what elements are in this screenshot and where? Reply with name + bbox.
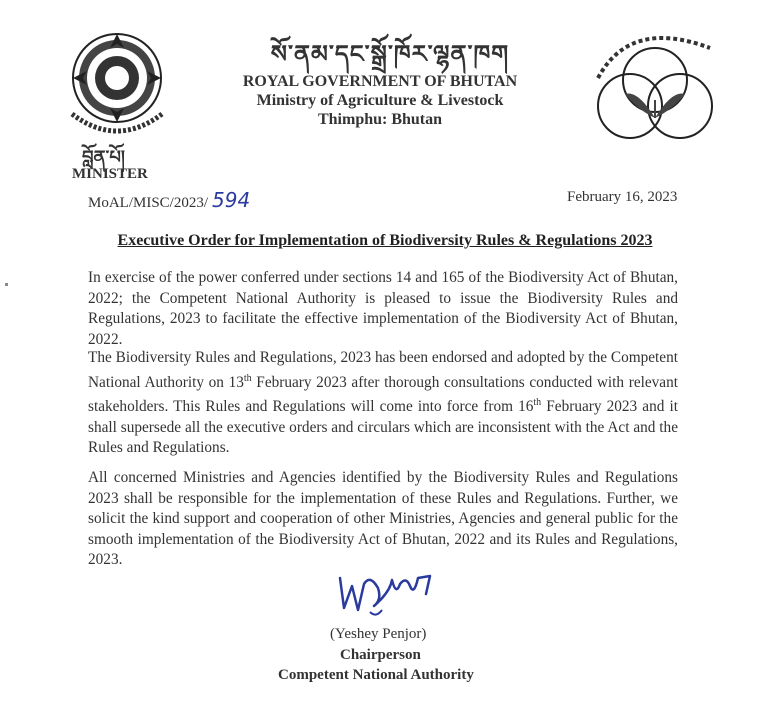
- letterhead: [210, 72, 550, 129]
- p2-part-b: February 2023 after thorough consultations conducted with relevant stakeholders. This Rules and Regulations will come into force from 16: [88, 373, 678, 416]
- paragraph-3: All concerned Ministries and Agencies identified by the Biodiversity Rules and Regulations 2023 shall be responsible for the implementation of these Rules and Regulations. Further, we solicit the kind support and cooperation of other Ministries, Agencies and general public for the smooth implementation of the Biodiversity Act of Bhutan, 2022 and its Rules and Regulations, 2023.: [88, 469, 678, 568]
- letter-date: February 16, 2023: [567, 189, 678, 205]
- dzongkha-ministry-title: སོ་ནམ་དང་སྒྲོ་ཁོར་ལྷན་ཁག: [270, 40, 510, 68]
- paragraph-2: [88, 348, 678, 459]
- p2-part-c: February 2023 and it shall supersede all the executive orders and circulars which are inconsistent with the Act and the Rules and Regulations.: [88, 398, 678, 457]
- minister-dzongkha: བློན་པོ།: [82, 147, 125, 168]
- reference-prefix: MoAL/MISC/2023/: [88, 195, 209, 211]
- ministry-name: Ministry of Agriculture & Livestock: [256, 92, 504, 109]
- margin-mark: [5, 283, 8, 286]
- location: Thimphu: Bhutan: [317, 111, 443, 128]
- p2-part-a: The Biodiversity Rules and Regulations, 2023 has been endorsed and adopted by the Competent National Authority on 13: [88, 349, 678, 391]
- signatory-name: (Yeshey Penjor): [330, 626, 427, 642]
- p2-sup-2: th: [533, 397, 542, 409]
- document-title: Executive Order for Implementation of Biodiversity Rules & Regulations 2023: [117, 232, 653, 249]
- government-name: ROYAL GOVERNMENT OF BHUTAN: [242, 73, 518, 90]
- royal-emblem-icon: [52, 18, 182, 148]
- paragraph-1: In exercise of the power conferred under sections 14 and 165 of the Biodiversity Act of Bhutan, 2022; the Competent National Authority is pleased to issue the Biodiversity Rules and Regulations, 2023 to facilitate the effective implementation of the Biodiversity Act of Bhutan, 2022.: [88, 269, 678, 348]
- signature-icon: [330, 566, 450, 622]
- minister-label: MINISTER: [72, 166, 148, 182]
- ministry-logo-icon: [590, 18, 720, 148]
- signatory-authority: Competent National Authority: [278, 667, 474, 683]
- reference-number: [88, 188, 250, 212]
- signatory-position: Chairperson: [340, 647, 421, 663]
- handwritten-number: 594: [212, 188, 251, 212]
- p2-sup-1: th: [243, 372, 252, 384]
